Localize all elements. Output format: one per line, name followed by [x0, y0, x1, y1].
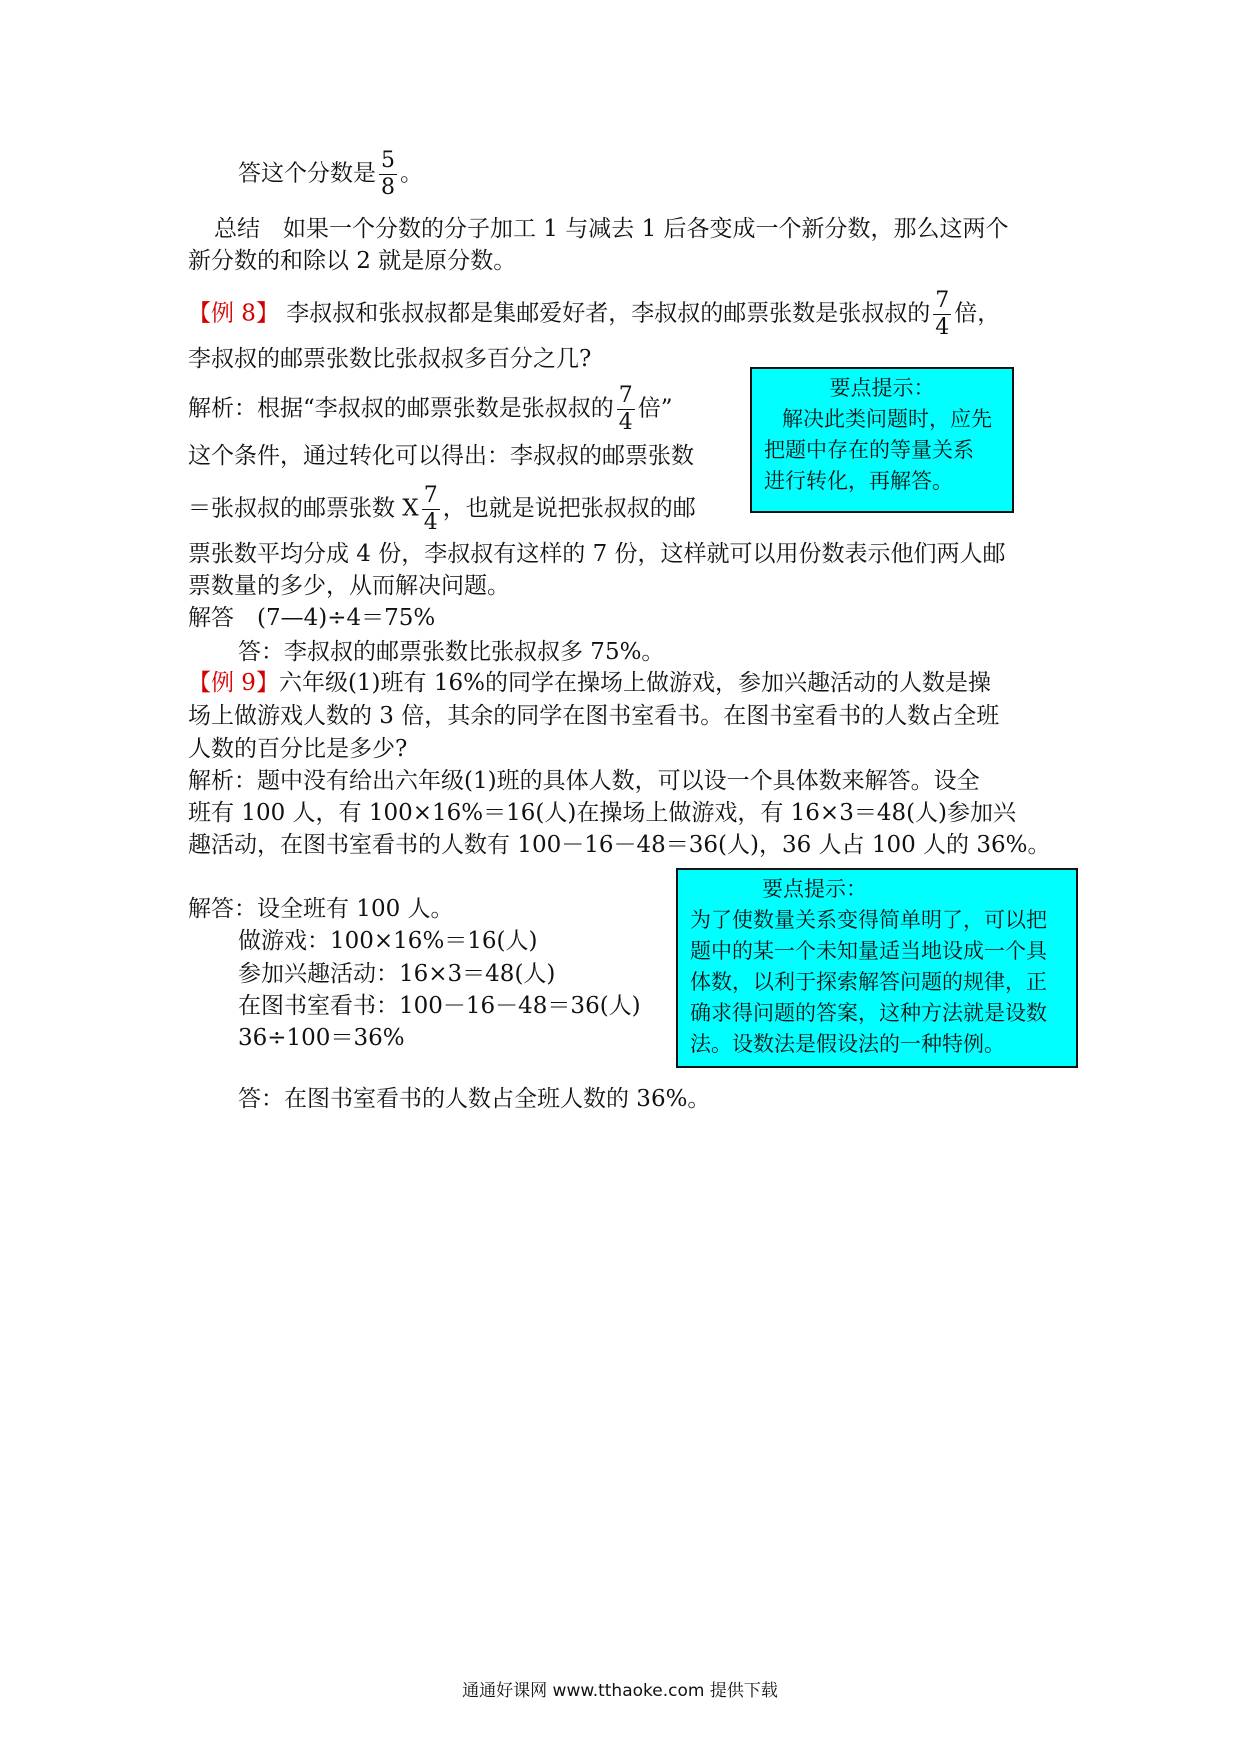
tip-box-1 — [750, 367, 1014, 513]
solution-9-line-3: 参加兴趣活动：16×3＝48(人) — [238, 961, 556, 987]
summary-line-1: 总结 如果一个分数的分子加工 1 与减去 1 后各变成一个新分数，那么这两个 — [214, 216, 1009, 242]
fraction — [422, 485, 440, 534]
answer-text: 答这个分数是 — [238, 160, 376, 187]
analysis-9-line-1: 解析：题中没有给出六年级(1)班的具体人数，可以设一个具体数来解答。设全 — [188, 768, 980, 794]
fraction — [933, 290, 951, 339]
tip-line: 题中的某一个未知量适当地设成一个具 — [690, 939, 1047, 963]
analysis-8-text: 解析：根据“李叔叔的邮票张数是张叔叔的 — [188, 395, 614, 422]
tip-line: 进行转化，再解答。 — [764, 469, 953, 493]
summary-line-2: 新分数的和除以 2 就是原分数。 — [188, 248, 517, 274]
fraction-numerator: 5 — [381, 148, 395, 173]
analysis-8-line-4: 票张数平均分成 4 份，李叔叔有这样的 7 份，这样就可以用份数表示他们两人邮 — [188, 541, 1006, 567]
tip-line: 为了使数量关系变得简单明了，可以把 — [690, 908, 1047, 932]
analysis-8-line-1 — [188, 385, 673, 434]
tip-box-2 — [676, 868, 1078, 1068]
example-8-line-2: 李叔叔的邮票张数比张叔叔多百分之几? — [188, 346, 592, 372]
fraction-denominator: 8 — [381, 175, 395, 200]
fraction-denominator: 4 — [423, 510, 438, 535]
example-8-line-1 — [188, 290, 1000, 339]
tip-line: 体数，以利于探索解答问题的规律，正 — [690, 970, 1047, 994]
fraction — [617, 385, 635, 434]
example-9-line-2: 场上做游戏人数的 3 倍，其余的同学在图书室看书。在图书室看书的人数占全班 — [188, 703, 1000, 729]
solution-9-line-4: 在图书室看书：100－16－48＝36(人) — [238, 993, 641, 1019]
example-9-line-1 — [188, 667, 991, 699]
solution-8: 解答 (7—4)÷4＝75% — [188, 605, 436, 631]
fraction — [379, 150, 397, 199]
analysis-8-line-2: 这个条件，通过转化可以得出：李叔叔的邮票张数 — [188, 443, 694, 469]
solution-9-line-2: 做游戏：100×16%＝16(人) — [238, 928, 538, 954]
page-footer: 通通好课网 www.tthaoke.com 提供下载 — [462, 1681, 778, 1701]
fraction-denominator: 4 — [618, 410, 633, 435]
fraction-numerator: 7 — [935, 288, 950, 313]
analysis-8-line-5: 票数量的多少，从而解决问题。 — [188, 573, 510, 599]
tip-line: 解决此类问题时，应先 — [782, 407, 992, 431]
analysis-9-line-2: 班有 100 人，有 100×16%＝16(人)在操场上做游戏，有 16×3＝48(人)参加兴 — [188, 800, 1017, 826]
answer-line — [238, 150, 423, 199]
solution-9-line-5: 36÷100＝36% — [238, 1025, 405, 1051]
tip-line: 确求得问题的答案，这种方法就是设数 — [690, 1001, 1047, 1025]
tip-title: 要点提示： — [829, 376, 935, 400]
analysis-8-line-3 — [188, 485, 696, 534]
answer-8: 答：李叔叔的邮票张数比张叔叔多 75%。 — [238, 639, 665, 665]
answer-period: 。 — [400, 160, 423, 187]
fraction-denominator: 4 — [935, 315, 950, 340]
example-9-line-3: 人数的百分比是多少? — [188, 736, 408, 762]
analysis-8-text: ＝张叔叔的邮票张数 X — [188, 495, 419, 522]
example-8-text: 李叔叔和张叔叔都是集邮爱好者，李叔叔的邮票张数是张叔叔的 — [278, 300, 931, 327]
fraction-numerator: 7 — [423, 483, 438, 508]
example-9-tag: 【例 9】 — [188, 670, 279, 696]
analysis-8-text-end: ，也就是说把张叔叔的邮 — [442, 495, 696, 522]
answer-9: 答：在图书室看书的人数占全班人数的 36%。 — [238, 1086, 711, 1112]
fraction-numerator: 7 — [618, 383, 633, 408]
solution-9-line-1: 解答：设全班有 100 人。 — [188, 896, 454, 922]
tip-title: 要点提示： — [762, 877, 867, 901]
analysis-9-line-3: 趣活动，在图书室看书的人数有 100－16－48＝36(人)，36 人占 100 人的 36%。 — [188, 832, 1051, 858]
example-8-text-end: 倍， — [954, 300, 1001, 327]
example-8-tag: 【例 8】 — [188, 300, 279, 327]
example-9-text: 六年级(1)班有 16%的同学在操场上做游戏，参加兴趣活动的人数是操 — [278, 670, 991, 696]
tip-line: 法。设数法是假设法的一种特例。 — [690, 1032, 1005, 1056]
tip-line: 把题中存在的等量关系 — [764, 438, 974, 462]
analysis-8-text-end: 倍” — [637, 395, 673, 422]
